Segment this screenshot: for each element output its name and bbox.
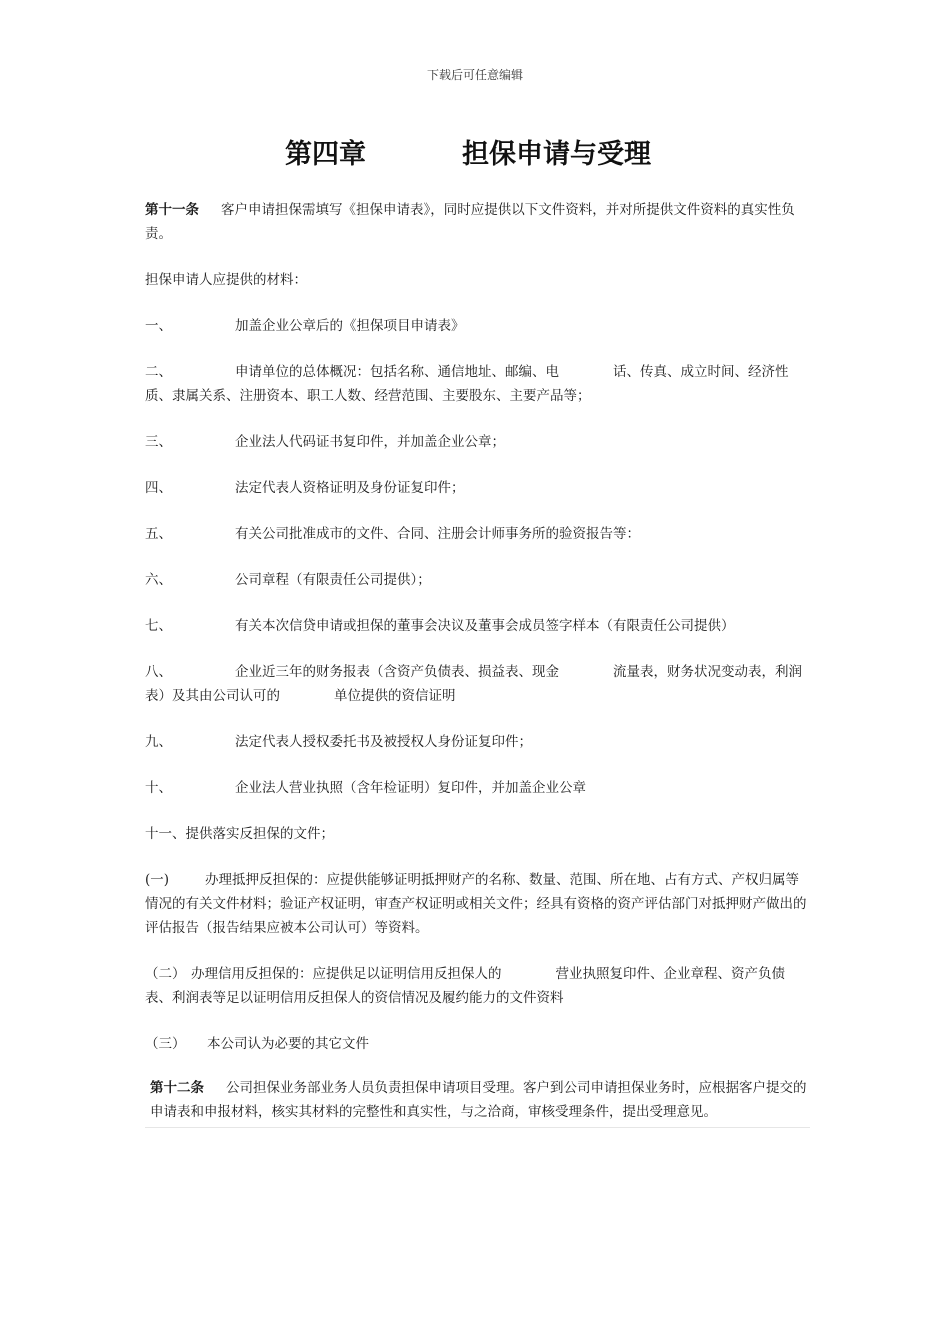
- list-item-number: 五、: [145, 526, 172, 542]
- list-item-number: 三、: [145, 434, 172, 450]
- list-item-11: 十一、提供落实反担保的文件；: [145, 826, 334, 842]
- sub-item-number: (一): [145, 872, 170, 888]
- list-item-text: 公司章程（有限责任公司提供）；: [235, 572, 431, 588]
- list-item-number: 一、: [145, 318, 172, 334]
- sub-item: [145, 1032, 810, 1056]
- list-item-text: 企业法人代码证书复印件，并加盖企业公章；: [235, 434, 505, 450]
- list-item-number: 七、: [145, 618, 172, 634]
- list-item: [145, 360, 810, 408]
- sub-item-number: （三）: [145, 1036, 186, 1052]
- list-item-number: 十、: [145, 780, 172, 796]
- materials-intro: 担保申请人应提供的材料：: [145, 272, 307, 288]
- list-item-text: 有关本次信贷申请或担保的董事会决议及董事会成员签字样本（有限责任公司提供）: [235, 618, 735, 634]
- article-11: [145, 198, 810, 246]
- chapter-number: 第四章: [285, 139, 366, 170]
- page-header-note: 下载后可任意编辑: [426, 68, 523, 82]
- list-item: [145, 476, 810, 500]
- list-item-number: 六、: [145, 572, 172, 588]
- list-item-text: 企业法人营业执照（含年检证明）复印件，并加盖企业公章: [235, 780, 586, 796]
- sub-item-text: 办理信用反担保的：应提供足以证明信用反担保人的 营业执照复印件、企业章程、资产负债表、利润表等足以证明信用反担保人的资信情况及履约能力的文件资料: [145, 966, 785, 1006]
- list-item-number: 二、: [145, 364, 172, 380]
- list-item-text: 有关公司批准成市的文件、合同、注册会计师事务所的验资报告等：: [235, 526, 640, 542]
- list-item: [145, 568, 810, 592]
- list-item-number: 九、: [145, 734, 172, 750]
- list-item-number: 八、: [145, 664, 172, 680]
- list-item-number: 四、: [145, 480, 172, 496]
- list-item-text: 企业近三年的财务报表（含资产负债表、损益表、现金 流量表，财务状况变动表，利润表）及其由公司认可的 单位提供的资信证明: [145, 664, 802, 704]
- list-item: [145, 614, 810, 638]
- article-12-label: 第十二条: [150, 1080, 204, 1096]
- sub-item-number: （二）: [145, 966, 186, 982]
- sub-item-text: 本公司认为必要的其它文件: [207, 1036, 369, 1052]
- chapter-name: 担保申请与受理: [462, 139, 651, 170]
- list-item-text: 法定代表人资格证明及身份证复印件；: [235, 480, 465, 496]
- list-item: [145, 430, 810, 454]
- list-item: [145, 660, 810, 708]
- list-item: [145, 776, 810, 800]
- list-item-text: 加盖企业公章后的《担保项目申请表》: [235, 318, 465, 334]
- sub-item-text: 办理抵押反担保的：应提供能够证明抵押财产的名称、数量、范围、所在地、占有方式、产权归属等情况的有关文件材料；验证产权证明，审查产权证明或相关文件；经具有资格的资产评估部门对抵押财产做出的评估报告（报告结果应被本公司认可）等资料。: [145, 872, 807, 936]
- list-item: [145, 730, 810, 754]
- article-12-text: 公司担保业务部业务人员负责担保申请项目受理。客户到公司申请担保业务时，应根据客户提交的申请表和申报材料，核实其材料的完整性和真实性，与之洽商，审核受理条件，提出受理意见。: [150, 1080, 807, 1120]
- article-12: [145, 1076, 810, 1128]
- list-item: [145, 522, 810, 546]
- article-11-label: 第十一条: [145, 202, 199, 218]
- chapter-title: [285, 132, 651, 171]
- document-body: [145, 198, 810, 1128]
- list-item-text: 申请单位的总体概况：包括名称、通信地址、邮编、电 话、传真、成立时间、经济性质、隶属关系、注册资本、职工人数、经营范围、主要股东、主要产品等；: [145, 364, 789, 404]
- list-item: [145, 314, 810, 338]
- sub-item: [145, 962, 810, 1010]
- article-11-text: 客户申请担保需填写《担保申请表》，同时应提供以下文件资料，并对所提供文件资料的真实性负责。: [145, 202, 795, 242]
- list-item-text: 法定代表人授权委托书及被授权人身份证复印件；: [235, 734, 532, 750]
- sub-item: [145, 868, 810, 940]
